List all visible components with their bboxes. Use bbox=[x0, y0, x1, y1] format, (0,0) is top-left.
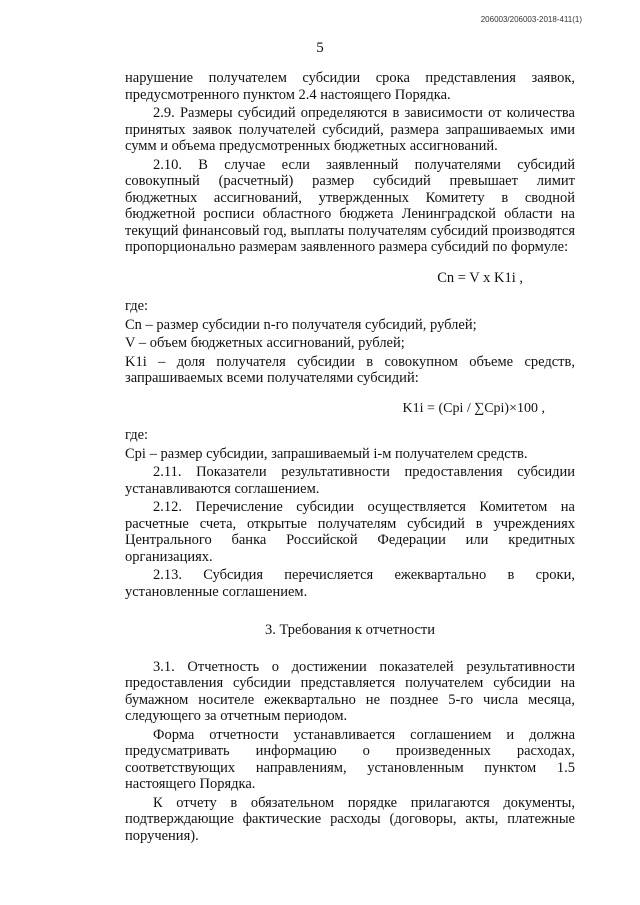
formula-k: K1i = (Cpi / ∑Cpi)×100 , bbox=[402, 400, 545, 416]
paragraph-2-13: 2.13. Субсидия перечисляется ежеквартально в сроки, установленные соглашением. bbox=[125, 567, 575, 600]
where-label-2: где: bbox=[125, 427, 149, 443]
paragraph-2-11: 2.11. Показатели результативности предоставления субсидии устанавливаются соглашением. bbox=[125, 464, 575, 497]
document-code: 206003/206003-2018-411(1) bbox=[480, 15, 582, 24]
document-body bbox=[125, 70, 575, 846]
paragraph-2-9: 2.9. Размеры субсидий определяются в зависимости от количества принятых заявок получателей субсидий, размера запрашиваемых ими сумм и объема предусмотренных бюджетных ассигнований. bbox=[125, 105, 575, 154]
page-number: 5 bbox=[316, 40, 324, 56]
paragraph-report-docs: К отчету в обязательном порядке прилагаются документы, подтверждающие фактические расходы (договоры, акты, платежные поручения). bbox=[125, 794, 575, 844]
section-3-title: 3. Требования к отчетности bbox=[264, 622, 436, 638]
paragraph-continuation: нарушение получателем субсидии срока представления заявок, предусмотренного пунктом 2.4 настоящего Порядка. bbox=[125, 70, 575, 103]
definition-cpi: Cpi – размер субсидии, запрашиваемый i-м получателем средств. bbox=[125, 445, 528, 462]
definition-v: V – объем бюджетных ассигнований, рублей; bbox=[125, 335, 405, 351]
paragraph-3-1: 3.1. Отчетность о достижении показателей результативности предоставления субсидии представляется получателем субсидии на бумажном носителе ежеквартально не позднее 5-го числа месяца, следующего за отчетным периодом. bbox=[125, 658, 575, 724]
formula-cn: Cn = V x K1i , bbox=[437, 269, 523, 286]
definition-cn: Cn – размер субсидии n-го получателя субсидий, рублей; bbox=[125, 316, 477, 333]
paragraph-report-form: Форма отчетности устанавливается соглашением и должна предусматривать информацию о произведенных расходах, соответствующих направлениям, установленным пунктом 1.5 настоящего Порядка. bbox=[125, 726, 575, 792]
where-label-1: где: bbox=[125, 298, 149, 314]
paragraph-2-12: 2.12. Перечисление субсидии осуществляется Комитетом на расчетные счета, открытые получателям субсидий в учреждениях Центрального банка Российской Федерации или кредитных организациях. bbox=[125, 499, 575, 565]
paragraph-2-10: 2.10. В случае если заявленный получателями субсидий совокупный (расчетный) размер субсидий превышает лимит бюджетных ассигнований, утвержденных Комитету в сводной бюджетной росписи областного бюджета Ленинградской области на текущий финансовый год, выплаты получателям субсидий производятся пропорционально размерам заявленного размера субсидий по формуле: bbox=[125, 156, 575, 255]
definition-k: K1i – доля получателя субсидии в совокупном объеме средств, запрашиваемых всеми получателями субсидий: bbox=[125, 353, 575, 386]
